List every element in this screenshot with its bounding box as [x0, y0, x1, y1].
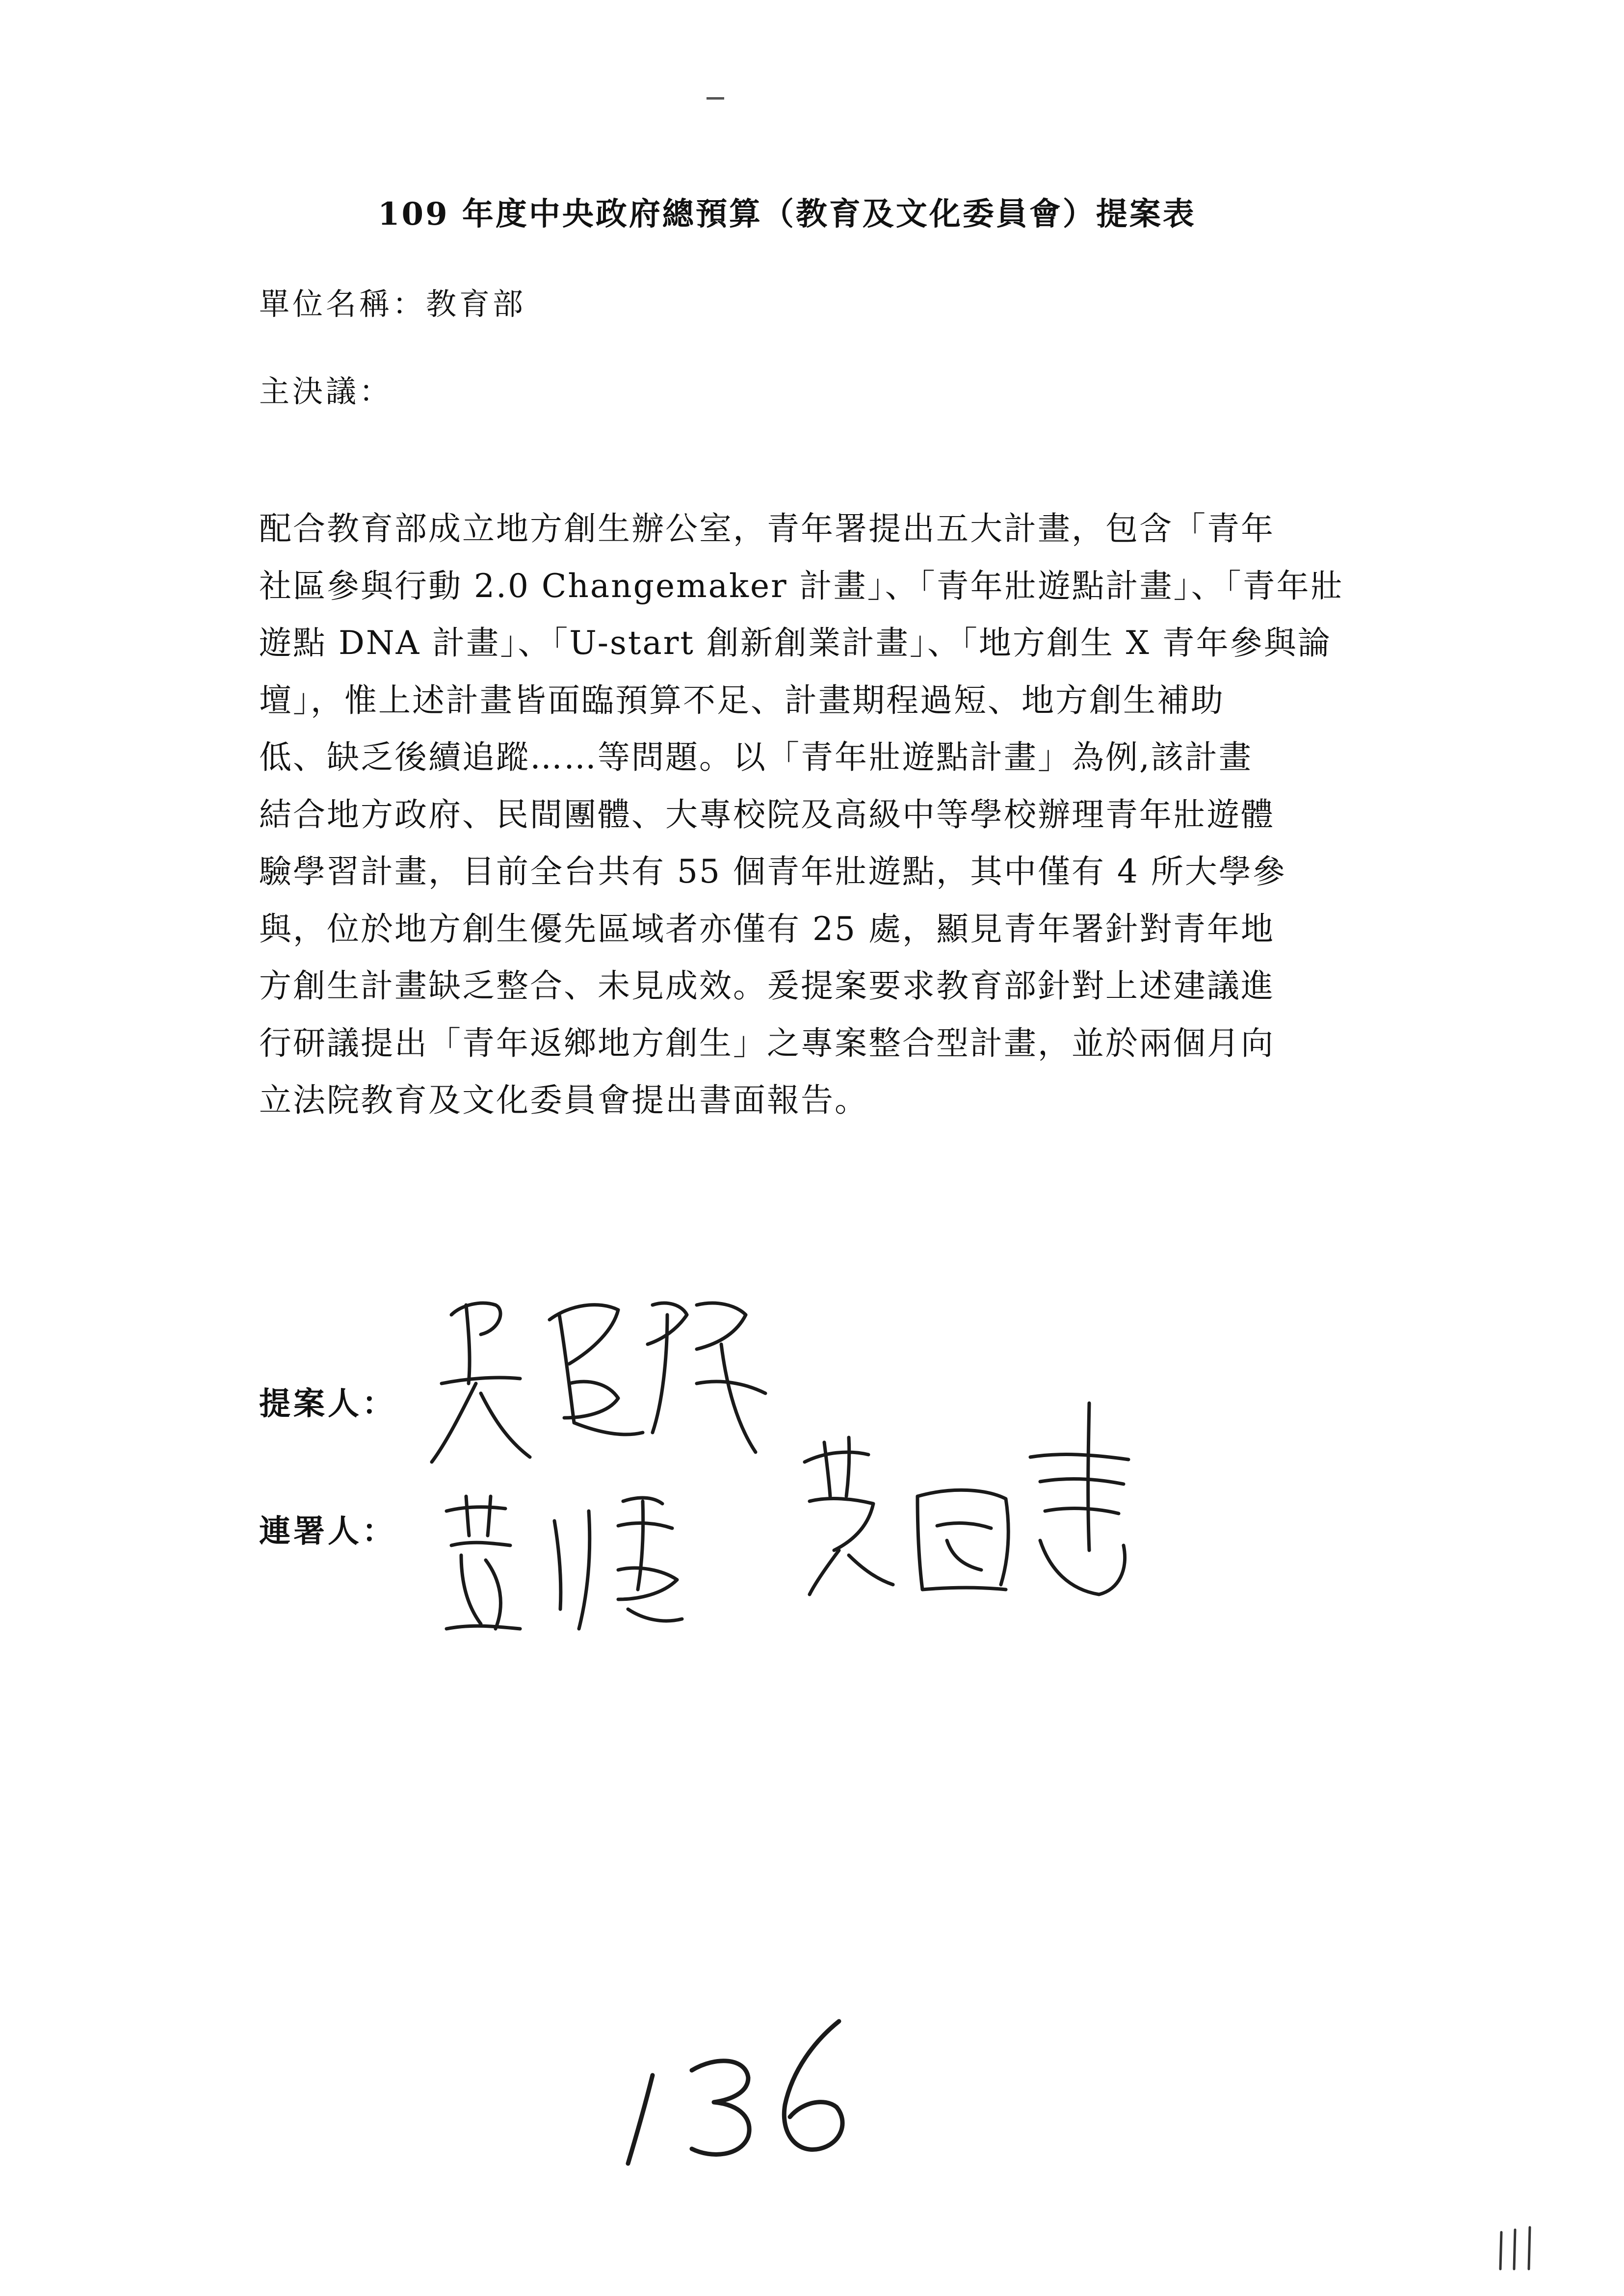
- cosigner-signature-2: [795, 1393, 1148, 1629]
- handwritten-page-number: [608, 2002, 873, 2178]
- body-line: 結合地方政府、民間團體、大專校院及高級中等學校辦理青年壯遊體: [259, 795, 1275, 834]
- main-resolution-label: 主決議：: [259, 373, 393, 409]
- document-title: 109 年度中央政府總預算（教育及文化委員會）提案表: [378, 196, 1196, 233]
- body-line: 行研議提出「青年返鄉地方創生」之專案整合型計畫，並於兩個月向: [259, 1024, 1275, 1062]
- body-line: 與，位於地方創生優先區域者亦僅有 25 處，顯見青年署針對青年地: [259, 910, 1275, 948]
- body-line: 驗學習計畫，目前全台共有 55 個青年壯遊點，其中僅有 4 所大學參: [259, 853, 1286, 890]
- body-line: 配合教育部成立地方創生辦公室，青年署提出五大計畫，包含「青年: [259, 510, 1275, 548]
- body-line: 立法院教育及文化委員會提出書面報告。: [259, 1081, 868, 1119]
- body-line: 社區參與行動 2.0 Changemaker 計畫」、「青年壯遊點計畫」、「青年壯: [259, 567, 1344, 605]
- body-line: 遊點 DNA 計畫」、「U-start 創新創業計畫」、「地方創生 X 青年參與論: [259, 624, 1332, 662]
- proposal-body: [259, 500, 1402, 1129]
- body-line: 壇」，惟上述計畫皆面臨預算不足、計畫期程過短、地方創生補助: [259, 681, 1225, 719]
- cosigner-label: 連署人：: [259, 1513, 396, 1550]
- body-line: 方創生計畫缺乏整合、未見成效。爰提案要求教育部針對上述建議進: [259, 967, 1275, 1005]
- proposer-signature: [422, 1285, 795, 1491]
- cosigner-signature-1: [432, 1482, 765, 1648]
- body-line: 低、缺乏後續追蹤……等問題。以「青年壯遊點計畫」為例,該計畫: [259, 738, 1253, 776]
- top-scan-mark: [707, 97, 724, 100]
- proposer-label: 提案人：: [259, 1385, 396, 1422]
- corner-tally-mark: [1492, 2222, 1541, 2276]
- unit-name-line: 單位名稱：教育部: [259, 286, 526, 322]
